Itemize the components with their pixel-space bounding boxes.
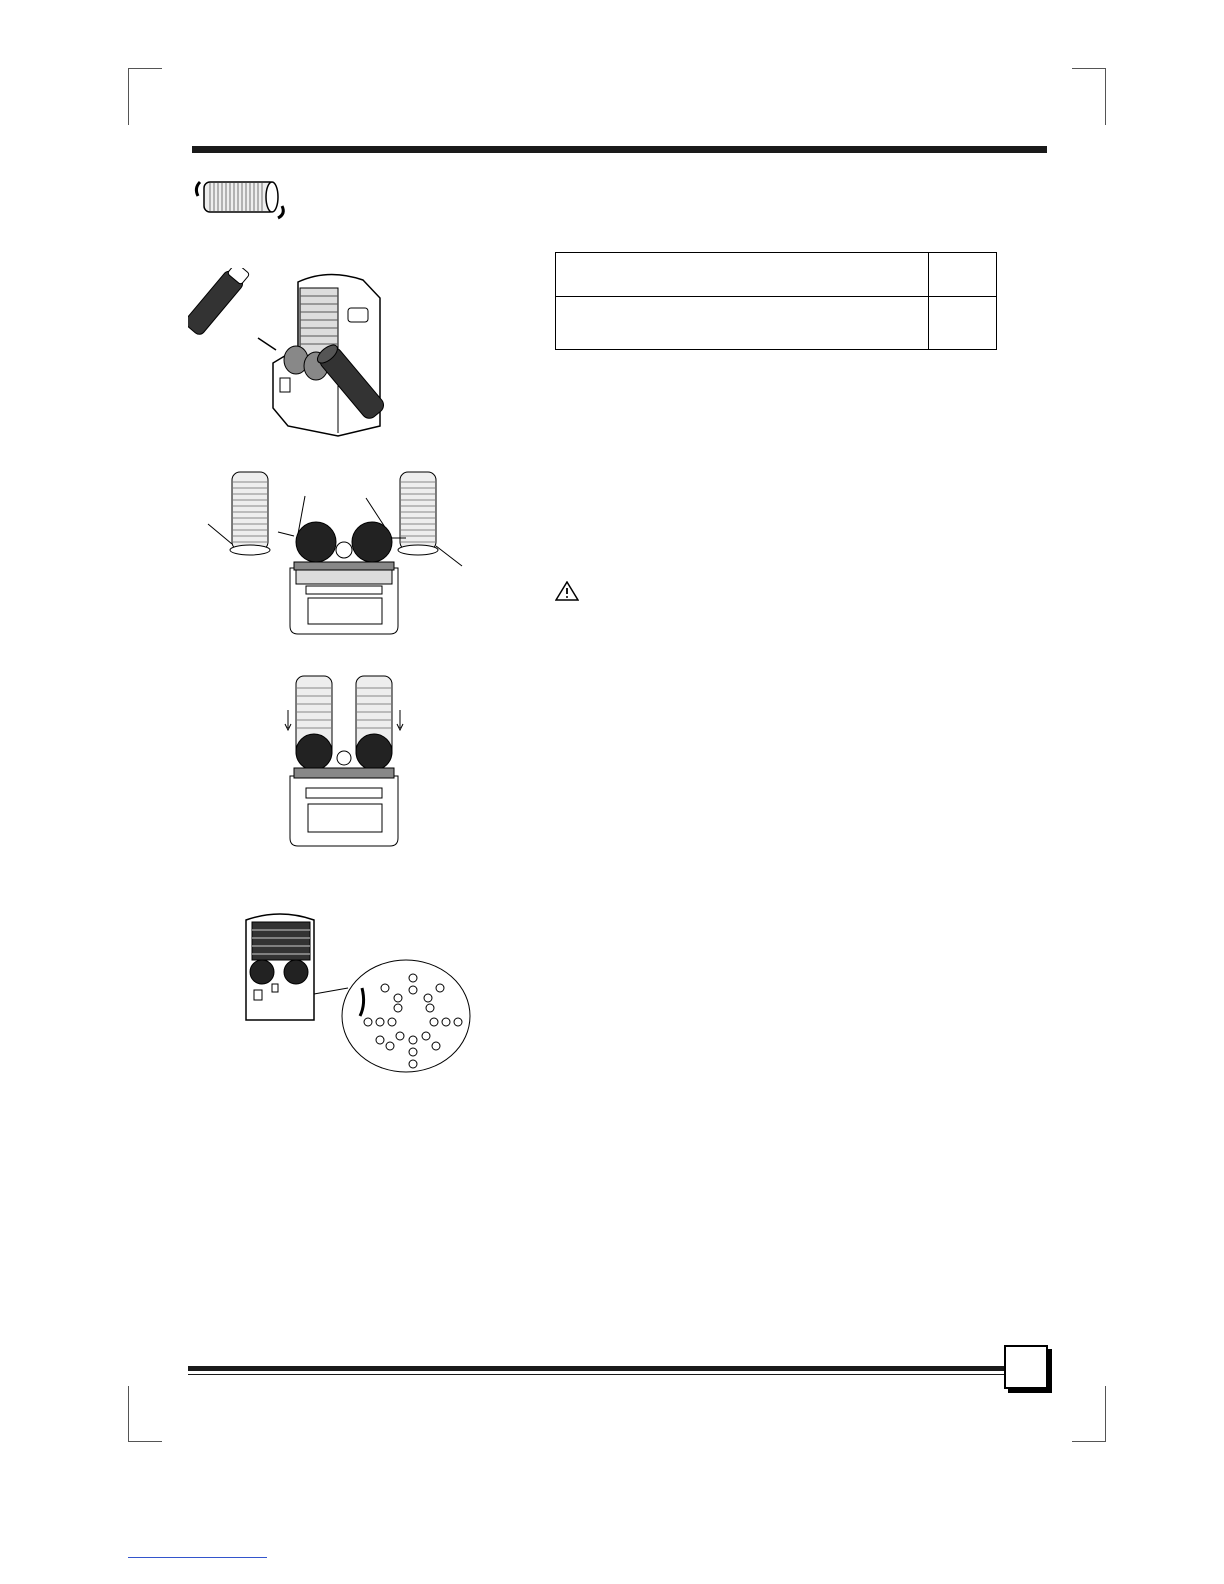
crop-mark-bottom-left-v [128,1386,129,1442]
warning-triangle-icon [555,581,579,601]
crop-mark-bottom-right-v [1105,1386,1106,1442]
flexible-hose-icon [192,172,292,224]
figure-hoses-inserted-top-view [280,672,420,852]
crop-mark-top-right-h [1072,68,1106,69]
crop-mark-top-left-h [128,68,162,69]
crop-mark-top-right-v [1105,68,1106,125]
footer-rule-thin [188,1374,1004,1375]
header-rule [192,146,1047,153]
table-cell-item [556,253,929,297]
crop-mark-bottom-left-h [128,1441,162,1442]
crop-mark-bottom-right-h [1072,1441,1106,1442]
spec-table [555,252,997,350]
figure-rear-view-detail [240,908,472,1074]
footer-underline [128,1557,267,1558]
footer-rule [188,1366,1004,1371]
figure-hose-adapters-top-view [200,468,470,640]
table-cell-value [929,297,997,350]
figure-hose-attach-side-view [188,268,398,443]
table-row [556,253,997,297]
table-cell-item [556,297,929,350]
table-cell-value [929,253,997,297]
table-row [556,297,997,350]
crop-mark-top-left-v [128,68,129,125]
page-number-box [1004,1345,1048,1389]
